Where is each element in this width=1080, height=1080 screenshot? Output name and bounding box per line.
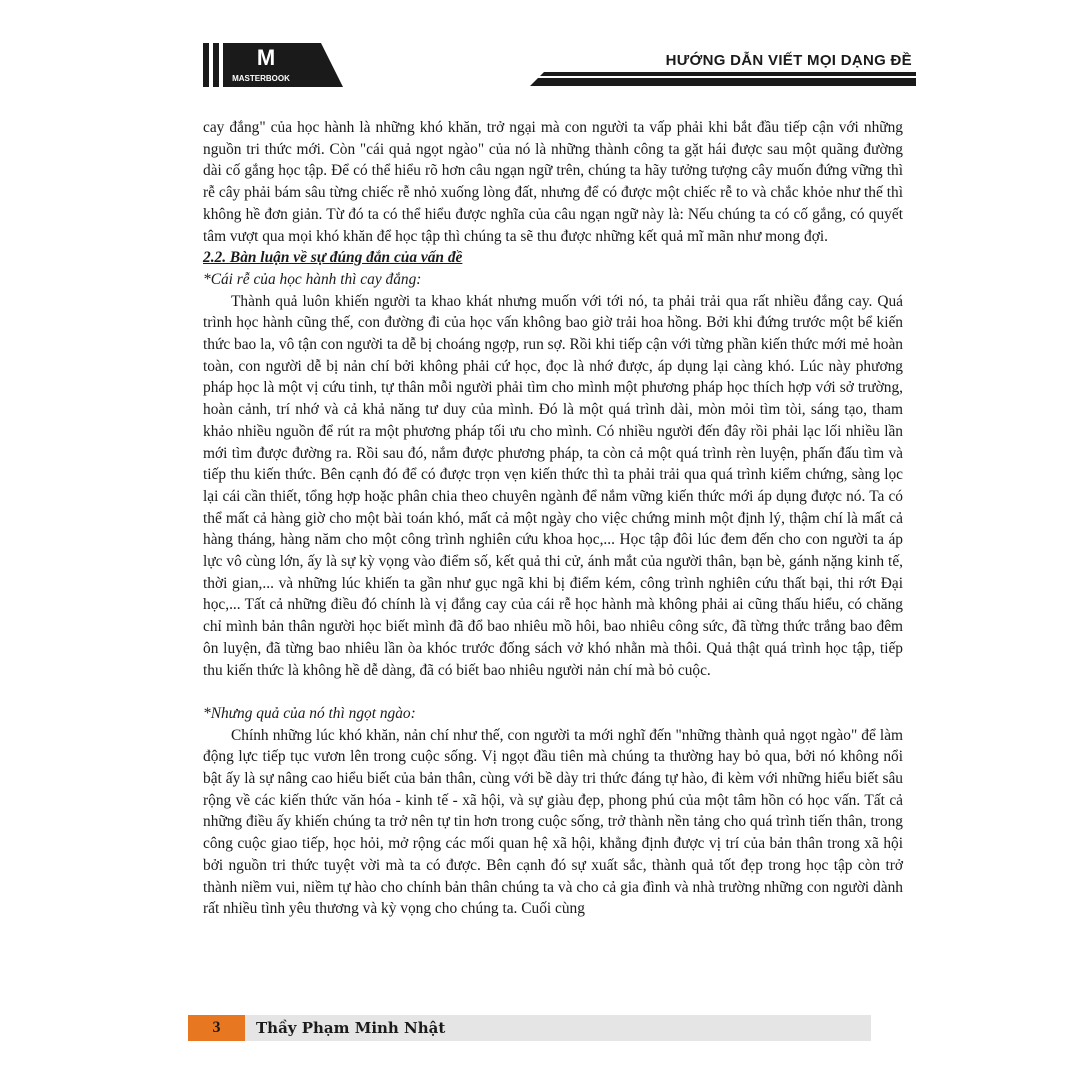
header-rule xyxy=(530,72,916,86)
logo-text: MASTERBOOK xyxy=(232,74,290,83)
masterbook-logo xyxy=(203,43,343,87)
header-title: HƯỚNG DẪN VIẾT MỌI DẠNG ĐỀ xyxy=(665,52,912,69)
subheading-root: *Cái rễ của học hành thì cay đắng: xyxy=(203,270,422,288)
page-content xyxy=(203,117,903,920)
paragraph-intro: cay đắng" của học hành là những khó khăn, trở ngại mà con người ta vấp phải khi bắt đầu tiếp cận với những nguồn tri thức mới. Còn "cái quả ngọt ngào" của nó là những thành công ta gặt hái được sau một quãng đường dài cố gắng học tập. Để có thể hiểu rõ hơn câu ngạn ngữ trên, chúng ta hãy tưởng tượng cây muốn đứng vững thì rễ cây phải bám sâu từng chiếc rễ nhỏ xuống lòng đất, nhưng để có được một chiếc rễ to và chắc khỏe như thế thì không hề đơn giản. Từ đó ta có thể hiểu được nghĩa của câu ngạn ngữ này là: Nếu chúng ta có cố gắng, có quyết tâm vượt qua mọi khó khăn để học tập thì chúng ta sẽ thu được những kết quả mĩ mãn như mong đợi. xyxy=(203,119,903,245)
page-header xyxy=(0,0,1080,100)
paragraph-root: Thành quả luôn khiến người ta khao khát nhưng muốn với tới nó, ta phải trải qua rất nhiều đắng cay. Quá trình học hành cũng thế, con đường đi của học vấn không bao giờ trải hoa hồng. Bởi khi đứng trước một bể kiến thức bao la, vô tận con người ta dễ bị choáng ngợp, run sợ. Rồi khi tiếp cận với từng phần kiến thức mới mẻ hoàn toàn, con người dễ bị nản chí bởi không phải cứ học, đọc là nhớ được, áp dụng lại càng khó. Lúc này phương pháp học là một vị cứu tinh, tự thân mỗi người phải tìm cho mình một phương pháp học thích hợp với sở trường, hoàn cảnh, trí nhớ và cả khả năng tư duy của mình. Đó là một quá trình dài, mòn mỏi tìm tòi, sáng tạo, tham khảo nhiều nguồn để rút ra một phương pháp tối ưu cho mình. Có nhiều người đến đây rồi phải lạc lối nhiều lần mới tìm được đường ra. Rồi sau đó, nắm được phương pháp, ta còn cả một quá trình rèn luyện, phấn đấu tìm và tiếp thu kiến thức. Bên cạnh đó để có được trọn vẹn kiến thức thì ta phải trải qua quá trình kiểm chứng, sàng lọc lại cái cần thiết, tổng hợp hoặc phân chia theo chuyên ngành để nắm vững kiến thức mới áp dụng được nó. Ta có thể mất cả hàng giờ cho một bài toán khó, mất cả một ngày cho việc chứng minh một định lý, thậm chí là mất cả hàng tháng, hàng năm cho một công trình nghiên cứu khoa học,... Học tập đôi lúc đem đến cho con người ta áp lực vô cùng lớn, ấy là sự kỳ vọng vào điểm số, kết quả thi cử, ánh mắt của người thân, bạn bè, gánh nặng kinh tế, thời gian,... và những lúc khiến ta gần như gục ngã khi bị điểm kém, công trình nghiên cứu thất bại, thi rớt Đại học,... Tất cả những điều đó chính là vị đắng cay của cái rễ học hành mà không phải ai cũng thấu hiểu, có chăng chỉ mình bản thân người học biết mình đã đổ bao nhiêu mồ hôi, bao nhiêu công sức, đã từng thức trắng bao đêm ôn luyện, đã từng bao nhiêu lần òa khóc trước đống sách vở khó nhằn mà thôi. Quả thật quá trình học tập, tiếp thu kiến thức là không hề dễ dàng, đã có biết bao nhiêu người nản chí mà bỏ cuộc. xyxy=(203,292,903,679)
paragraph-fruit: Chính những lúc khó khăn, nản chí như thế, con người ta mới nghĩ đến "những thành quả ngọt ngào" để làm động lực tiếp tục vươn lên trong cuộc sống. Vị ngọt đầu tiên mà chúng ta thường hay bỏ qua, bởi nó không nổi bật ấy là sự nâng cao hiểu biết của bản thân, cùng với bề dày tri thức đáng tự hào, đi kèm với những hiểu biết sâu rộng về các kiến thức văn hóa - kinh tế - xã hội, và sự giàu đẹp, phong phú của một tâm hồn có học vấn. Tất cả những điều ấy khiến chúng ta trở nên tự tin hơn trong cuộc sống, trở thành nền tảng cho quá trình tiến thân, trong công cuộc giao tiếp, học hỏi, mở rộng các mối quan hệ xã hội, khẳng định được vị trí của bản thân trong xã hội bởi nguồn tri thức tuyệt vời mà ta có được. Bên cạnh đó sự xuất sắc, thành quả tốt đẹp trong học tập còn trở thành niềm vui, niềm tự hào cho chính bản thân chúng ta và cho cả gia đình và nhà trường những con người dành rất nhiều tình yêu thương và kỳ vọng cho chúng ta. Cuối cùng xyxy=(203,726,903,918)
footer-author: Thầy Phạm Minh Nhật xyxy=(256,1019,446,1037)
page-number: 3 xyxy=(188,1015,245,1041)
page-footer xyxy=(188,1015,871,1041)
subheading-fruit: *Nhưng quả của nó thì ngọt ngào: xyxy=(203,704,416,722)
paragraph-gap xyxy=(203,681,903,703)
section-heading: 2.2. Bàn luận về sự đúng đắn của vấn đề xyxy=(203,249,463,267)
logo-letter: M xyxy=(256,45,276,70)
